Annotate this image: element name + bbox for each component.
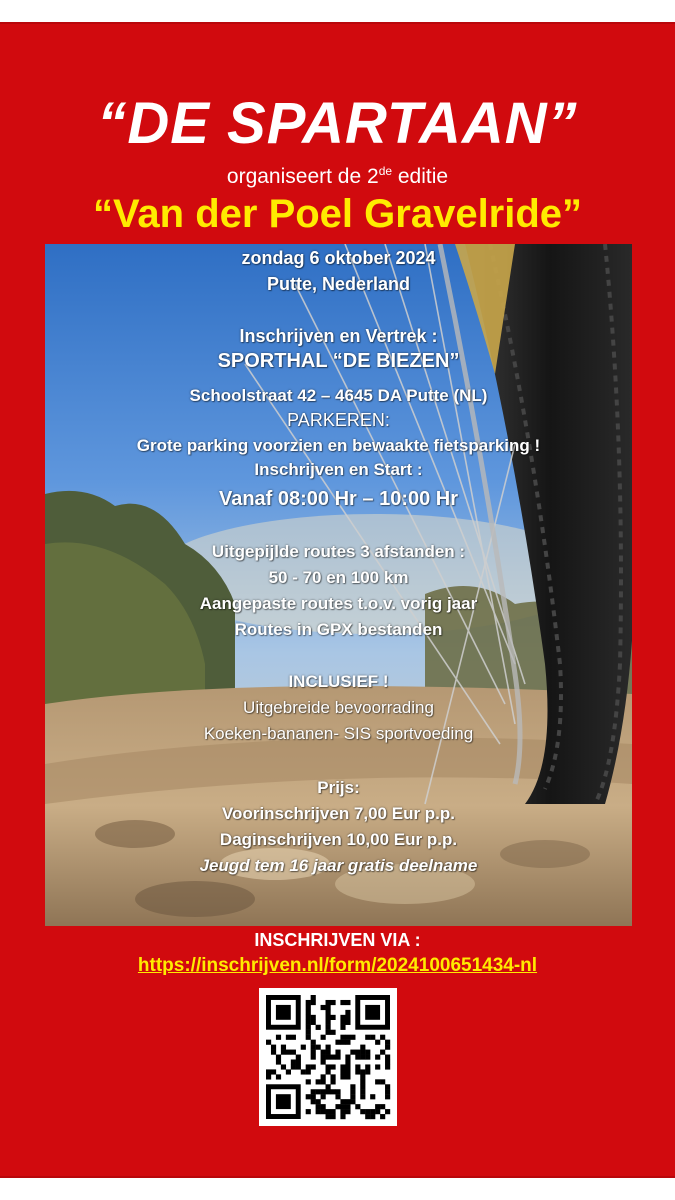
price-preregistration: Voorinschrijven 7,00 Eur p.p. [221,804,456,823]
price-day-registration: Daginschrijven 10,00 Eur p.p. [219,830,458,849]
routes-label: Uitgepijlde routes 3 afstanden : [211,542,466,561]
subtitle-pre: organiseert de 2 [226,165,379,188]
parking-label: PARKEREN: [287,410,390,430]
youth-free-note: Jeugd tem 16 jaar gratis deelname [199,856,478,875]
registration-departure-label: Inschrijven en Vertrek : [239,326,438,346]
opening-hours: Vanaf 08:00 Hr – 10:00 Hr [218,488,459,510]
event-date: zondag 6 oktober 2024 [241,248,436,268]
venue-address: Schoolstraat 42 – 4645 DA Putte (NL) [189,386,488,405]
edition-subtitle [0,164,675,189]
inclusive-food: Koeken-bananen- SIS sportvoeding [203,724,474,743]
inclusive-supplies: Uitgebreide bevoorrading [243,698,434,717]
price-label: Prijs: [317,778,360,797]
event-name: “Van der Poel Gravelride” [92,192,583,236]
register-via-label: INSCHRIJVEN VIA : [254,930,421,950]
parking-text: Grote parking voorzien en bewaakte fietsparking ! [136,436,541,455]
poster [0,22,675,1178]
registration-start-label: Inschrijven en Start : [254,460,423,479]
route-distances: 50 - 70 en 100 km [268,568,409,587]
routes-changed: Aangepaste routes t.o.v. vorig jaar [199,594,478,613]
routes-gpx: Routes in GPX bestanden [234,620,443,639]
qr-code-icon[interactable] [259,988,397,1126]
subtitle-post: editie [392,165,449,188]
subtitle-sup: de [378,164,393,178]
venue-name: SPORTHAL “DE BIEZEN” [217,350,460,372]
organizer-title: “DE SPARTAAN” [97,91,578,156]
register-link[interactable]: https://inschrijven.nl/form/2024100651434-nl [137,955,538,976]
event-location: Putte, Nederland [266,274,411,294]
inclusive-label: INCLUSIEF ! [288,672,389,691]
